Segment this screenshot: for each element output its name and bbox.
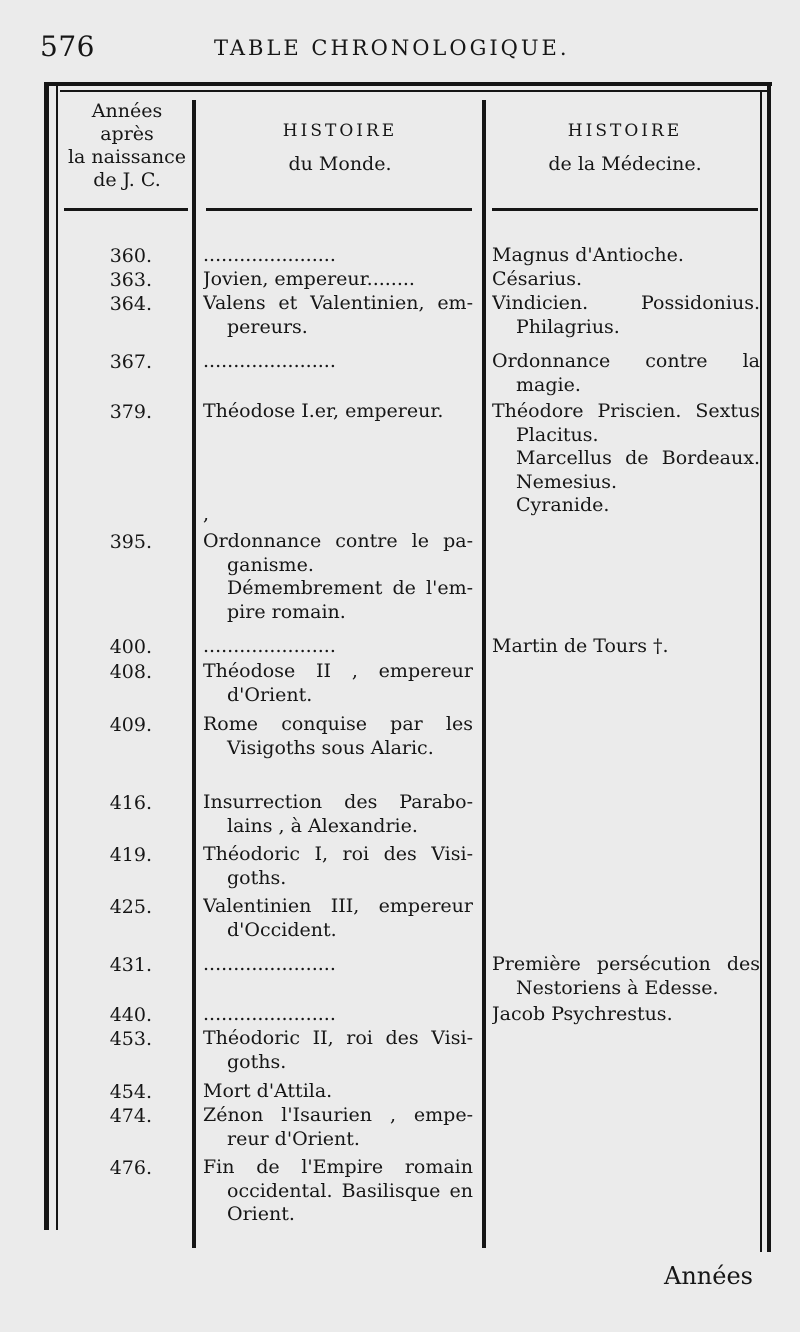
- world-entry: [203, 895, 473, 942]
- medicine-line: Magnus d'Antioche.: [492, 244, 684, 266]
- year-cell: 360.: [109, 245, 152, 267]
- year-cell: 474.: [109, 1105, 152, 1127]
- world-line: reur d'Orient.: [227, 1127, 360, 1150]
- column-header-world: [202, 120, 478, 176]
- medicine-header-caps: HISTOIRE: [567, 121, 683, 141]
- world-line: ......................: [203, 350, 336, 372]
- medicine-entry: [492, 635, 760, 659]
- world-line: Démembrement de l'em-: [227, 577, 473, 599]
- world-line: Fin de l'Empire romain: [203, 1156, 473, 1178]
- world-line: ......................: [203, 244, 336, 266]
- world-entry: [203, 292, 473, 339]
- world-entry: [203, 1156, 473, 1227]
- year-cell: 367.: [109, 351, 152, 373]
- page-number: 576: [40, 30, 95, 63]
- world-entry: [203, 1027, 473, 1074]
- medicine-line: Césarius.: [492, 268, 583, 290]
- world-line: ......................: [203, 953, 336, 975]
- world-line: Théodose II , empereur: [203, 660, 473, 682]
- years-header-line: Années: [91, 100, 163, 122]
- year-cell: 395.: [109, 531, 152, 553]
- medicine-header-sub: de la Médecine.: [548, 153, 702, 175]
- medicine-line: Première persécution des: [492, 953, 760, 975]
- frame-border-left-inner: [56, 82, 58, 1230]
- world-line: occidental. Basilisque en: [227, 1179, 473, 1202]
- medicine-line: Placitus.: [516, 423, 599, 446]
- year-cell: 453.: [109, 1028, 152, 1050]
- world-entry: [203, 953, 473, 977]
- column-rule-medicine: [482, 100, 486, 1248]
- medicine-entry: [492, 268, 760, 292]
- medicine-entry: [492, 244, 760, 268]
- column-header-medicine: [490, 120, 760, 176]
- world-line: Rome conquise par les: [203, 713, 473, 735]
- world-line: Théodose I.er, empereur.: [203, 400, 444, 422]
- header-rule-years: [64, 208, 188, 211]
- world-entry: [203, 400, 473, 424]
- year-cell: 431.: [109, 954, 152, 976]
- year-cell: 364.: [109, 293, 152, 315]
- medicine-entry: [492, 350, 760, 397]
- world-line: Valens et Valentinien, em-: [203, 292, 473, 314]
- world-entry: [203, 635, 473, 659]
- world-line: pereurs.: [227, 315, 308, 338]
- world-entry: [203, 791, 473, 838]
- header-rule-medicine: [492, 208, 758, 211]
- column-header-years: [62, 100, 192, 192]
- world-line: d'Occident.: [227, 918, 337, 941]
- column-rule-world: [192, 100, 196, 1248]
- medicine-line: Théodore Priscien. Sextus: [492, 400, 760, 422]
- world-header-sub: du Monde.: [288, 153, 392, 175]
- frame-border-left: [44, 82, 49, 1230]
- world-line: Orient.: [227, 1203, 295, 1225]
- world-entry: [203, 843, 473, 890]
- year-cell: 454.: [109, 1081, 152, 1103]
- year-cell: 379.: [109, 401, 152, 423]
- medicine-line: Marcellus de Bordeaux.: [516, 447, 760, 469]
- world-line: pire romain.: [227, 600, 346, 623]
- world-entry: [203, 350, 473, 374]
- world-line: Insurrection des Parabo-: [203, 791, 473, 813]
- medicine-entry: [492, 292, 760, 339]
- world-line: ,: [203, 503, 210, 525]
- frame-border-right: [767, 82, 771, 1252]
- header-rule-world: [206, 208, 472, 211]
- year-cell: 400.: [109, 636, 152, 658]
- world-header-caps: HISTOIRE: [282, 121, 398, 141]
- world-line: ......................: [203, 1003, 336, 1025]
- world-line: Théodoric I, roi des Visi-: [203, 843, 473, 865]
- medicine-entry: [492, 1003, 760, 1027]
- year-cell: 408.: [109, 661, 152, 683]
- world-entry: [203, 713, 473, 760]
- year-cell: 476.: [109, 1157, 152, 1179]
- year-cell: 363.: [109, 269, 152, 291]
- world-line: Jovien, empereur........: [203, 268, 415, 290]
- world-entry: [203, 1080, 473, 1104]
- medicine-entry: [492, 953, 760, 1000]
- year-cell: 419.: [109, 844, 152, 866]
- year-cell: 416.: [109, 792, 152, 814]
- world-entry: [203, 1104, 473, 1151]
- years-header-line: de J. C.: [93, 169, 161, 191]
- world-entry: [203, 530, 473, 624]
- world-entry: [203, 244, 473, 268]
- world-line: d'Orient.: [227, 683, 313, 706]
- medicine-line: Nestoriens à Edesse.: [516, 976, 719, 999]
- year-cell: 409.: [109, 714, 152, 736]
- world-entry: [203, 660, 473, 707]
- medicine-line: magie.: [516, 373, 581, 396]
- medicine-line: Vindicien. Possidonius.: [492, 292, 760, 314]
- world-line: Valentinien III, empereur: [203, 895, 473, 917]
- world-line: Zénon l'Isaurien , empe-: [203, 1104, 473, 1126]
- medicine-line: Ordonnance contre la: [492, 350, 760, 372]
- frame-border-top-inner: [60, 90, 768, 92]
- years-header-line: après: [100, 123, 154, 145]
- world-line: ......................: [203, 635, 336, 657]
- world-line: goths.: [227, 1050, 287, 1073]
- world-entry: [203, 1003, 473, 1027]
- world-line: Théodoric II, roi des Visi-: [203, 1027, 473, 1049]
- world-line: goths.: [227, 866, 287, 889]
- world-entry: [203, 268, 473, 292]
- world-line: Ordonnance contre le pa-: [203, 530, 473, 552]
- year-cell: 440.: [109, 1004, 152, 1026]
- medicine-line: Jacob Psychrestus.: [492, 1003, 673, 1025]
- year-cell: 425.: [109, 896, 152, 918]
- medicine-entry: [492, 400, 760, 518]
- frame-border-top: [44, 82, 772, 86]
- medicine-line: Cyranide.: [516, 494, 610, 516]
- world-line: lains , à Alexandrie.: [227, 814, 418, 837]
- years-header-line: la naissance: [67, 146, 187, 168]
- world-line: Mort d'Attila.: [203, 1080, 333, 1102]
- medicine-line: Philagrius.: [516, 315, 620, 338]
- medicine-line: Nemesius.: [516, 470, 617, 493]
- world-line: ganisme.: [227, 553, 314, 576]
- frame-border-right-inner: [760, 92, 762, 1252]
- medicine-line: Martin de Tours †.: [492, 635, 669, 657]
- world-line: Visigoths sous Alaric.: [227, 736, 434, 759]
- catchword: Années: [664, 1262, 753, 1290]
- world-entry: [203, 503, 473, 527]
- running-title: TABLE CHRONOLOGIQUE.: [214, 36, 570, 60]
